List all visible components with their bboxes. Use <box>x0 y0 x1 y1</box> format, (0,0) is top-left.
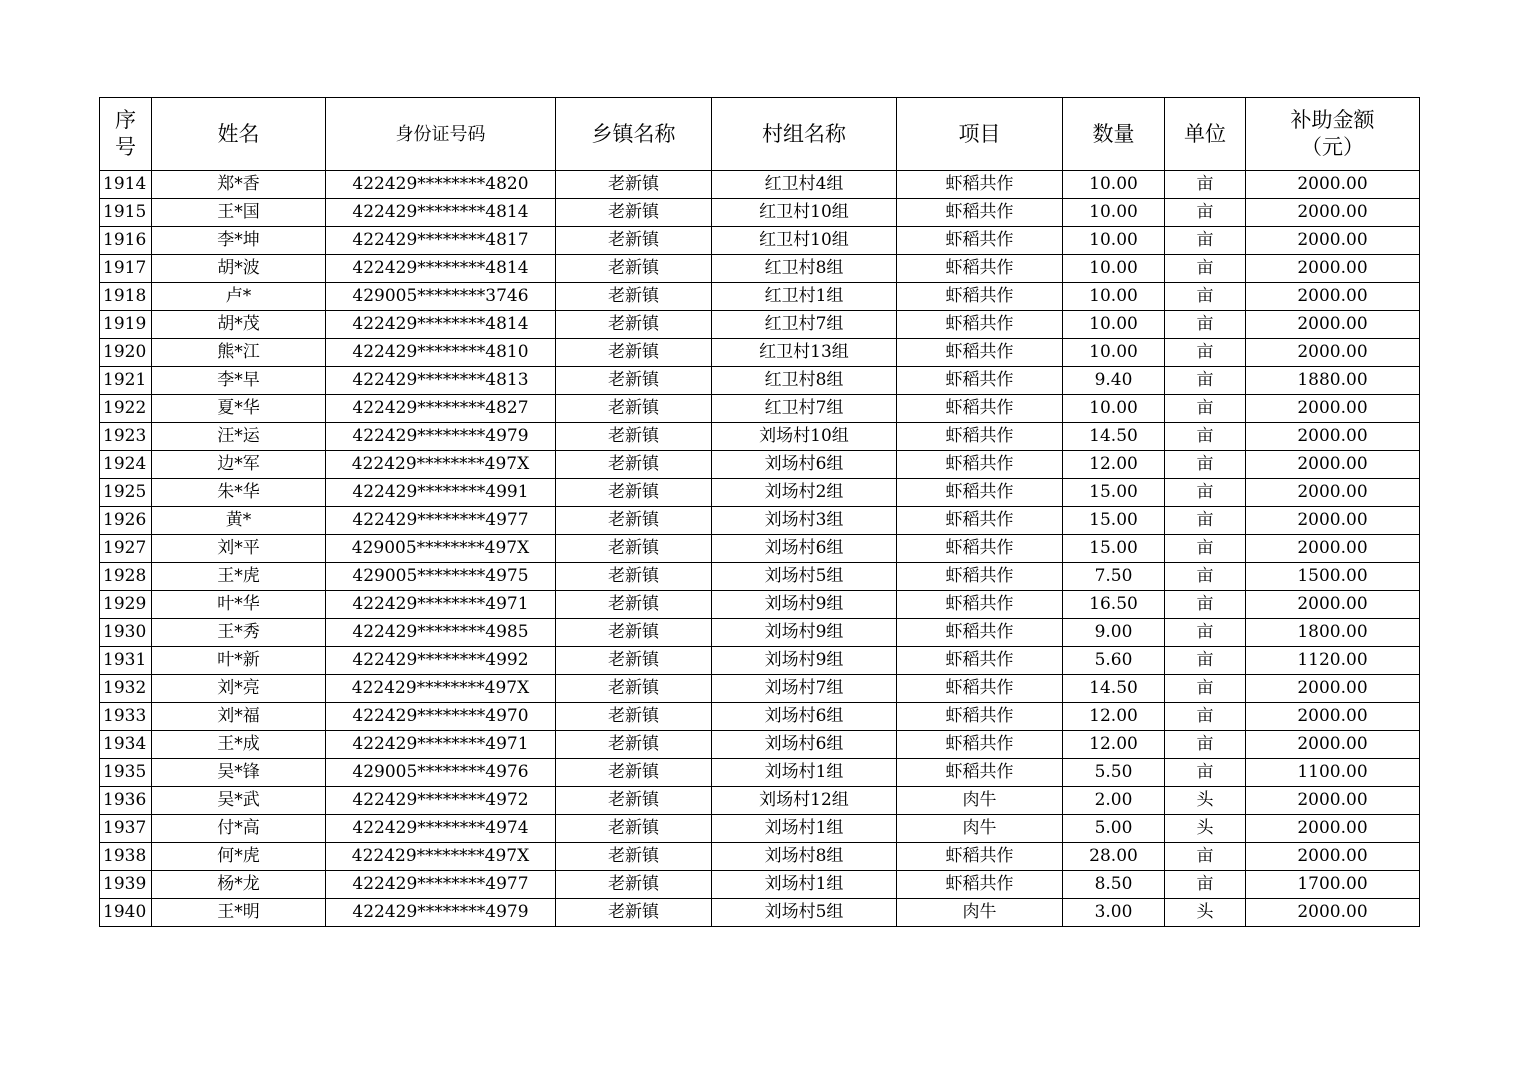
id-card-cell: 422429********4974 <box>326 815 556 843</box>
project-cell: 肉牛 <box>897 899 1063 927</box>
unit-cell: 亩 <box>1165 451 1246 479</box>
seq-cell: 1928 <box>100 563 152 591</box>
project-cell: 肉牛 <box>897 815 1063 843</box>
name-cell: 胡*茂 <box>152 311 326 339</box>
header-town: 乡镇名称 <box>556 98 712 171</box>
town-cell: 老新镇 <box>556 311 712 339</box>
table-row <box>100 675 1420 703</box>
village-cell: 红卫村7组 <box>712 311 897 339</box>
amount-cell: 2000.00 <box>1246 703 1420 731</box>
town-cell: 老新镇 <box>556 339 712 367</box>
quantity-cell: 8.50 <box>1063 871 1165 899</box>
quantity-cell: 12.00 <box>1063 731 1165 759</box>
project-cell: 虾稻共作 <box>897 731 1063 759</box>
id-card-cell: 422429********4820 <box>326 171 556 199</box>
town-cell: 老新镇 <box>556 423 712 451</box>
seq-cell: 1915 <box>100 199 152 227</box>
header-row <box>100 98 1420 171</box>
unit-cell: 亩 <box>1165 731 1246 759</box>
seq-cell: 1924 <box>100 451 152 479</box>
village-cell: 刘场村1组 <box>712 759 897 787</box>
seq-cell: 1933 <box>100 703 152 731</box>
village-cell: 红卫村8组 <box>712 367 897 395</box>
village-cell: 红卫村1组 <box>712 283 897 311</box>
amount-cell: 2000.00 <box>1246 423 1420 451</box>
table-row <box>100 423 1420 451</box>
quantity-cell: 15.00 <box>1063 507 1165 535</box>
project-cell: 虾稻共作 <box>897 843 1063 871</box>
quantity-cell: 12.00 <box>1063 451 1165 479</box>
town-cell: 老新镇 <box>556 675 712 703</box>
quantity-cell: 5.50 <box>1063 759 1165 787</box>
seq-cell: 1921 <box>100 367 152 395</box>
village-cell: 红卫村10组 <box>712 227 897 255</box>
quantity-cell: 12.00 <box>1063 703 1165 731</box>
seq-cell: 1926 <box>100 507 152 535</box>
project-cell: 肉牛 <box>897 787 1063 815</box>
quantity-cell: 28.00 <box>1063 843 1165 871</box>
name-cell: 叶*新 <box>152 647 326 675</box>
amount-cell: 2000.00 <box>1246 591 1420 619</box>
name-cell: 杨*龙 <box>152 871 326 899</box>
id-card-cell: 422429********4977 <box>326 871 556 899</box>
header-amount-line2: （元） <box>1301 135 1364 159</box>
id-card-cell: 422429********4810 <box>326 339 556 367</box>
seq-cell: 1918 <box>100 283 152 311</box>
unit-cell: 亩 <box>1165 255 1246 283</box>
id-card-cell: 422429********4971 <box>326 591 556 619</box>
table-row <box>100 759 1420 787</box>
amount-cell: 2000.00 <box>1246 479 1420 507</box>
village-cell: 红卫村10组 <box>712 199 897 227</box>
seq-cell: 1940 <box>100 899 152 927</box>
table-row <box>100 479 1420 507</box>
table-row <box>100 871 1420 899</box>
project-cell: 虾稻共作 <box>897 451 1063 479</box>
name-cell: 吴*武 <box>152 787 326 815</box>
table-row <box>100 255 1420 283</box>
town-cell: 老新镇 <box>556 479 712 507</box>
village-cell: 刘场村6组 <box>712 451 897 479</box>
town-cell: 老新镇 <box>556 731 712 759</box>
unit-cell: 亩 <box>1165 199 1246 227</box>
town-cell: 老新镇 <box>556 787 712 815</box>
name-cell: 叶*华 <box>152 591 326 619</box>
town-cell: 老新镇 <box>556 283 712 311</box>
amount-cell: 2000.00 <box>1246 227 1420 255</box>
table-row <box>100 843 1420 871</box>
id-card-cell: 422429********4814 <box>326 311 556 339</box>
name-cell: 郑*香 <box>152 171 326 199</box>
amount-cell: 2000.00 <box>1246 787 1420 815</box>
seq-cell: 1927 <box>100 535 152 563</box>
header-seq-line1: 序 <box>115 108 136 132</box>
amount-cell: 2000.00 <box>1246 843 1420 871</box>
header-amount <box>1246 98 1420 171</box>
unit-cell: 亩 <box>1165 423 1246 451</box>
header-name: 姓名 <box>152 98 326 171</box>
village-cell: 刘场村2组 <box>712 479 897 507</box>
table-row <box>100 591 1420 619</box>
amount-cell: 2000.00 <box>1246 199 1420 227</box>
table-row <box>100 815 1420 843</box>
quantity-cell: 14.50 <box>1063 675 1165 703</box>
unit-cell: 亩 <box>1165 367 1246 395</box>
id-card-cell: 422429********4814 <box>326 199 556 227</box>
village-cell: 红卫村7组 <box>712 395 897 423</box>
name-cell: 李*早 <box>152 367 326 395</box>
seq-cell: 1930 <box>100 619 152 647</box>
seq-cell: 1919 <box>100 311 152 339</box>
table-row <box>100 171 1420 199</box>
quantity-cell: 10.00 <box>1063 395 1165 423</box>
town-cell: 老新镇 <box>556 451 712 479</box>
quantity-cell: 14.50 <box>1063 423 1165 451</box>
seq-cell: 1920 <box>100 339 152 367</box>
header-project: 项目 <box>897 98 1063 171</box>
unit-cell: 亩 <box>1165 871 1246 899</box>
id-card-cell: 422429********4979 <box>326 423 556 451</box>
name-cell: 刘*福 <box>152 703 326 731</box>
village-cell: 红卫村13组 <box>712 339 897 367</box>
name-cell: 熊*江 <box>152 339 326 367</box>
village-cell: 刘场村9组 <box>712 647 897 675</box>
project-cell: 虾稻共作 <box>897 479 1063 507</box>
table-row <box>100 899 1420 927</box>
quantity-cell: 3.00 <box>1063 899 1165 927</box>
header-village: 村组名称 <box>712 98 897 171</box>
village-cell: 刘场村1组 <box>712 871 897 899</box>
name-cell: 王*国 <box>152 199 326 227</box>
table-row <box>100 731 1420 759</box>
village-cell: 刘场村7组 <box>712 675 897 703</box>
village-cell: 刘场村9组 <box>712 619 897 647</box>
project-cell: 虾稻共作 <box>897 283 1063 311</box>
name-cell: 王*秀 <box>152 619 326 647</box>
name-cell: 胡*波 <box>152 255 326 283</box>
amount-cell: 2000.00 <box>1246 339 1420 367</box>
name-cell: 王*虎 <box>152 563 326 591</box>
amount-cell: 2000.00 <box>1246 507 1420 535</box>
quantity-cell: 5.00 <box>1063 815 1165 843</box>
quantity-cell: 10.00 <box>1063 199 1165 227</box>
id-card-cell: 429005********3746 <box>326 283 556 311</box>
id-card-cell: 422429********497X <box>326 451 556 479</box>
village-cell: 刘场村6组 <box>712 703 897 731</box>
unit-cell: 亩 <box>1165 619 1246 647</box>
id-card-cell: 422429********4970 <box>326 703 556 731</box>
quantity-cell: 2.00 <box>1063 787 1165 815</box>
quantity-cell: 10.00 <box>1063 171 1165 199</box>
quantity-cell: 9.00 <box>1063 619 1165 647</box>
unit-cell: 亩 <box>1165 283 1246 311</box>
amount-cell: 1700.00 <box>1246 871 1420 899</box>
name-cell: 刘*平 <box>152 535 326 563</box>
name-cell: 边*军 <box>152 451 326 479</box>
table-row <box>100 199 1420 227</box>
seq-cell: 1936 <box>100 787 152 815</box>
project-cell: 虾稻共作 <box>897 647 1063 675</box>
id-card-cell: 422429********497X <box>326 843 556 871</box>
project-cell: 虾稻共作 <box>897 703 1063 731</box>
project-cell: 虾稻共作 <box>897 591 1063 619</box>
table-row <box>100 367 1420 395</box>
town-cell: 老新镇 <box>556 815 712 843</box>
town-cell: 老新镇 <box>556 255 712 283</box>
name-cell: 黄* <box>152 507 326 535</box>
village-cell: 刘场村5组 <box>712 563 897 591</box>
table-row <box>100 339 1420 367</box>
name-cell: 夏*华 <box>152 395 326 423</box>
unit-cell: 亩 <box>1165 311 1246 339</box>
village-cell: 刘场村6组 <box>712 731 897 759</box>
village-cell: 刘场村5组 <box>712 899 897 927</box>
id-card-cell: 422429********4992 <box>326 647 556 675</box>
amount-cell: 2000.00 <box>1246 535 1420 563</box>
header-seq <box>100 98 152 171</box>
seq-cell: 1923 <box>100 423 152 451</box>
seq-cell: 1931 <box>100 647 152 675</box>
town-cell: 老新镇 <box>556 199 712 227</box>
project-cell: 虾稻共作 <box>897 507 1063 535</box>
unit-cell: 头 <box>1165 899 1246 927</box>
town-cell: 老新镇 <box>556 647 712 675</box>
id-card-cell: 429005********4976 <box>326 759 556 787</box>
village-cell: 红卫村8组 <box>712 255 897 283</box>
seq-cell: 1934 <box>100 731 152 759</box>
id-card-cell: 422429********4972 <box>326 787 556 815</box>
name-cell: 王*成 <box>152 731 326 759</box>
project-cell: 虾稻共作 <box>897 535 1063 563</box>
town-cell: 老新镇 <box>556 703 712 731</box>
project-cell: 虾稻共作 <box>897 395 1063 423</box>
project-cell: 虾稻共作 <box>897 367 1063 395</box>
table-row <box>100 507 1420 535</box>
unit-cell: 亩 <box>1165 703 1246 731</box>
id-card-cell: 422429********4977 <box>326 507 556 535</box>
id-card-cell: 422429********4991 <box>326 479 556 507</box>
header-seq-line2: 号 <box>115 135 136 159</box>
quantity-cell: 15.00 <box>1063 535 1165 563</box>
seq-cell: 1922 <box>100 395 152 423</box>
id-card-cell: 422429********4985 <box>326 619 556 647</box>
table-row <box>100 703 1420 731</box>
name-cell: 李*坤 <box>152 227 326 255</box>
town-cell: 老新镇 <box>556 899 712 927</box>
unit-cell: 亩 <box>1165 647 1246 675</box>
unit-cell: 头 <box>1165 787 1246 815</box>
table-row <box>100 451 1420 479</box>
unit-cell: 亩 <box>1165 507 1246 535</box>
town-cell: 老新镇 <box>556 535 712 563</box>
seq-cell: 1916 <box>100 227 152 255</box>
quantity-cell: 10.00 <box>1063 339 1165 367</box>
table-row <box>100 535 1420 563</box>
town-cell: 老新镇 <box>556 619 712 647</box>
amount-cell: 1800.00 <box>1246 619 1420 647</box>
project-cell: 虾稻共作 <box>897 619 1063 647</box>
id-card-cell: 422429********4979 <box>326 899 556 927</box>
quantity-cell: 15.00 <box>1063 479 1165 507</box>
town-cell: 老新镇 <box>556 171 712 199</box>
id-card-cell: 422429********4971 <box>326 731 556 759</box>
id-card-cell: 422429********497X <box>326 675 556 703</box>
town-cell: 老新镇 <box>556 843 712 871</box>
unit-cell: 亩 <box>1165 675 1246 703</box>
village-cell: 刘场村10组 <box>712 423 897 451</box>
table-row <box>100 283 1420 311</box>
amount-cell: 2000.00 <box>1246 675 1420 703</box>
town-cell: 老新镇 <box>556 507 712 535</box>
unit-cell: 亩 <box>1165 843 1246 871</box>
village-cell: 刘场村6组 <box>712 535 897 563</box>
town-cell: 老新镇 <box>556 563 712 591</box>
project-cell: 虾稻共作 <box>897 227 1063 255</box>
name-cell: 汪*运 <box>152 423 326 451</box>
amount-cell: 2000.00 <box>1246 283 1420 311</box>
project-cell: 虾稻共作 <box>897 255 1063 283</box>
town-cell: 老新镇 <box>556 871 712 899</box>
quantity-cell: 7.50 <box>1063 563 1165 591</box>
name-cell: 朱*华 <box>152 479 326 507</box>
quantity-cell: 5.60 <box>1063 647 1165 675</box>
table-row <box>100 647 1420 675</box>
seq-cell: 1937 <box>100 815 152 843</box>
village-cell: 红卫村4组 <box>712 171 897 199</box>
id-card-cell: 422429********4813 <box>326 367 556 395</box>
table-row <box>100 227 1420 255</box>
unit-cell: 亩 <box>1165 395 1246 423</box>
name-cell: 王*明 <box>152 899 326 927</box>
table-row <box>100 619 1420 647</box>
name-cell: 付*高 <box>152 815 326 843</box>
amount-cell: 2000.00 <box>1246 395 1420 423</box>
village-cell: 刘场村8组 <box>712 843 897 871</box>
seq-cell: 1925 <box>100 479 152 507</box>
amount-cell: 2000.00 <box>1246 731 1420 759</box>
quantity-cell: 10.00 <box>1063 283 1165 311</box>
quantity-cell: 10.00 <box>1063 227 1165 255</box>
project-cell: 虾稻共作 <box>897 339 1063 367</box>
id-card-cell: 429005********4975 <box>326 563 556 591</box>
amount-cell: 1880.00 <box>1246 367 1420 395</box>
amount-cell: 2000.00 <box>1246 255 1420 283</box>
table-body <box>100 171 1420 927</box>
name-cell: 何*虎 <box>152 843 326 871</box>
quantity-cell: 16.50 <box>1063 591 1165 619</box>
unit-cell: 亩 <box>1165 591 1246 619</box>
seq-cell: 1914 <box>100 171 152 199</box>
name-cell: 吴*锋 <box>152 759 326 787</box>
table-row <box>100 395 1420 423</box>
id-card-cell: 422429********4817 <box>326 227 556 255</box>
town-cell: 老新镇 <box>556 227 712 255</box>
amount-cell: 1100.00 <box>1246 759 1420 787</box>
town-cell: 老新镇 <box>556 395 712 423</box>
project-cell: 虾稻共作 <box>897 199 1063 227</box>
header-quantity: 数量 <box>1063 98 1165 171</box>
village-cell: 刘场村3组 <box>712 507 897 535</box>
unit-cell: 亩 <box>1165 227 1246 255</box>
unit-cell: 亩 <box>1165 339 1246 367</box>
project-cell: 虾稻共作 <box>897 675 1063 703</box>
amount-cell: 2000.00 <box>1246 899 1420 927</box>
amount-cell: 2000.00 <box>1246 815 1420 843</box>
town-cell: 老新镇 <box>556 759 712 787</box>
seq-cell: 1917 <box>100 255 152 283</box>
table-row <box>100 311 1420 339</box>
amount-cell: 1120.00 <box>1246 647 1420 675</box>
seq-cell: 1932 <box>100 675 152 703</box>
name-cell: 刘*亮 <box>152 675 326 703</box>
project-cell: 虾稻共作 <box>897 563 1063 591</box>
project-cell: 虾稻共作 <box>897 759 1063 787</box>
project-cell: 虾稻共作 <box>897 171 1063 199</box>
seq-cell: 1929 <box>100 591 152 619</box>
id-card-cell: 429005********497X <box>326 535 556 563</box>
unit-cell: 亩 <box>1165 479 1246 507</box>
quantity-cell: 10.00 <box>1063 255 1165 283</box>
amount-cell: 2000.00 <box>1246 451 1420 479</box>
header-amount-line1: 补助金额 <box>1290 108 1375 132</box>
amount-cell: 2000.00 <box>1246 311 1420 339</box>
table-row <box>100 563 1420 591</box>
subsidy-table <box>99 97 1420 927</box>
unit-cell: 亩 <box>1165 171 1246 199</box>
name-cell: 卢* <box>152 283 326 311</box>
quantity-cell: 9.40 <box>1063 367 1165 395</box>
village-cell: 刘场村1组 <box>712 815 897 843</box>
table-header <box>100 98 1420 171</box>
unit-cell: 头 <box>1165 815 1246 843</box>
project-cell: 虾稻共作 <box>897 871 1063 899</box>
seq-cell: 1938 <box>100 843 152 871</box>
unit-cell: 亩 <box>1165 563 1246 591</box>
header-id-card: 身份证号码 <box>326 98 556 171</box>
village-cell: 刘场村9组 <box>712 591 897 619</box>
unit-cell: 亩 <box>1165 759 1246 787</box>
id-card-cell: 422429********4814 <box>326 255 556 283</box>
town-cell: 老新镇 <box>556 591 712 619</box>
seq-cell: 1939 <box>100 871 152 899</box>
unit-cell: 亩 <box>1165 535 1246 563</box>
seq-cell: 1935 <box>100 759 152 787</box>
town-cell: 老新镇 <box>556 367 712 395</box>
amount-cell: 2000.00 <box>1246 171 1420 199</box>
header-unit: 单位 <box>1165 98 1246 171</box>
quantity-cell: 10.00 <box>1063 311 1165 339</box>
project-cell: 虾稻共作 <box>897 423 1063 451</box>
village-cell: 刘场村12组 <box>712 787 897 815</box>
id-card-cell: 422429********4827 <box>326 395 556 423</box>
amount-cell: 1500.00 <box>1246 563 1420 591</box>
table-row <box>100 787 1420 815</box>
project-cell: 虾稻共作 <box>897 311 1063 339</box>
